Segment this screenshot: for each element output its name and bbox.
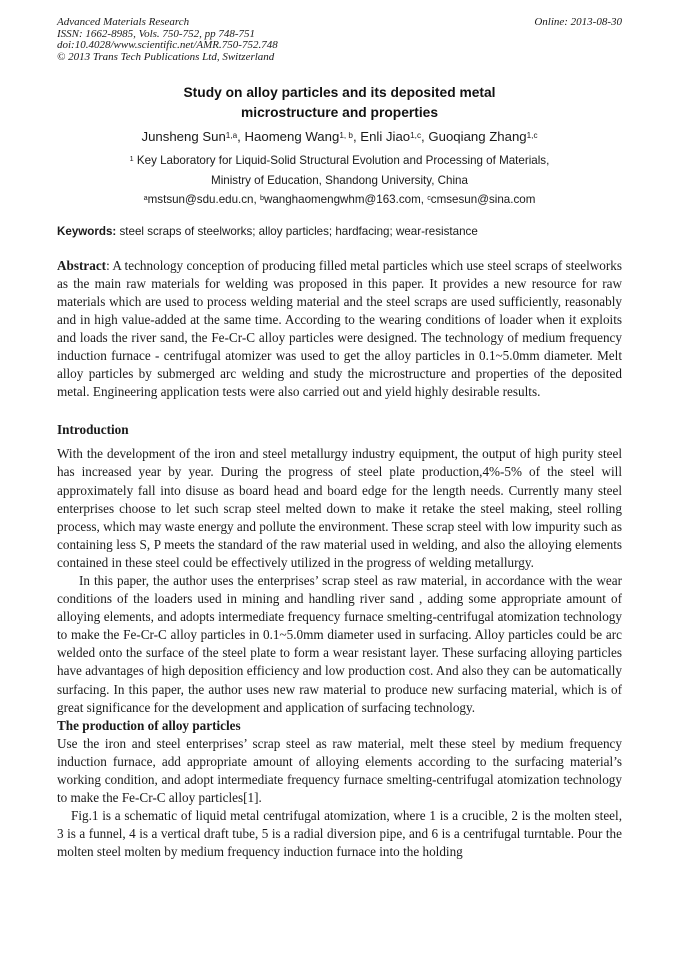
paragraph-introduction-2: In this paper, the author uses the enterprises’ scrap steel as raw material, in accordance with the wear conditions of the loaders used in mining and handling river sand , adding some appropriate amount of alloying elements, and adopts intermediate frequency furnace smelting-centrifugal atomization technology to make the Fe-Cr-C alloy particles in 0.1~5.0mm diameter used in surfacing. Alloy particles could be arc welded onto the surface of the steel plate to form a wear resistant layer. These surfacing alloying particles have advantages of high deposition efficiency and low production cost. And also they can be automatically surfacing. In this paper, the author uses new raw material to produce new surfacing material, which is of great significance for the development and application of surfacing technology. xyxy=(57,573,622,715)
author-name: Enli Jiao xyxy=(360,129,411,144)
issn-line: ISSN: 1662-8985, Vols. 750-752, pp 748-751 xyxy=(57,27,255,40)
publication-info xyxy=(57,17,278,63)
keywords-line xyxy=(57,225,622,239)
keywords-label: Keywords: xyxy=(57,224,117,238)
author-name: Junsheng Sun xyxy=(141,129,226,144)
publication-header xyxy=(57,17,622,63)
section-heading-production: The production of alloy particles xyxy=(57,717,241,733)
authors-line xyxy=(57,129,622,144)
keywords-text: steel scraps of steelworks; alloy particles; hardfacing; wear-resistance xyxy=(116,224,478,238)
copyright-line: © 2013 Trans Tech Publications Ltd, Switzerland xyxy=(57,50,275,63)
author-affiliation-mark: 1,c xyxy=(410,130,422,140)
author-separator: , xyxy=(237,129,245,144)
affiliation-mark: 1 xyxy=(129,153,134,163)
abstract-label: Abstract xyxy=(57,257,107,273)
online-date: Online: 2013-08-30 xyxy=(534,16,622,28)
paragraph-introduction-1: With the development of the iron and steel metallurgy industry equipment, the output of high purity steel has increased year by year. During the progress of steel plate production,4%-5% of the steel will approximately fall into disuse as board head and board edge for the length needs. Currently many steel enterprises choose to let such scrap steel melted down to make it retake the steel making, steel rolling process, which may waste energy and pollute the environment. These scrap steel with low impurity such as containing less S, P meets the standard of the raw material used in welding, and also the alloying elements contained in these steel could be effectively utilized in the progress of welding metallurgy. xyxy=(57,446,622,570)
abstract-text: : A technology conception of producing filled metal particles which use steel scraps of steelworks as the main raw materials for welding was proposed in this paper. It provides a new resource for raw materials which are used to process welding material and the steel scraps are used sufficiently, reasonably and in high value-added at the same time. According to the wearing conditions of loader when it exploits and loads the river sand, the Fe-Cr-C alloy particles were designed. The technology of medium frequency induction furnace - centrifugal atomizer was used to get the alloy particles in 0.1~5.0mm diameter. Melt alloy particles by submerged arc welding and study the microstructure and properties of the deposited metal. Engineering application tests were also carried out and yield highly desirable results. xyxy=(57,257,622,400)
email-mark: c xyxy=(427,192,431,202)
doi-line: doi:10.4028/www.scientific.net/AMR.750-752.748 xyxy=(57,39,278,51)
email-address: wanghaomengwhm@163.com xyxy=(263,193,421,206)
email-mark: a xyxy=(143,192,148,202)
section-heading-introduction: Introduction xyxy=(57,422,129,438)
email-separator: , xyxy=(253,193,260,206)
author-affiliation-mark: 1, b xyxy=(339,130,353,140)
affiliation-text: Key Laboratory for Liquid-Solid Structural Evolution and Processing of Materials, xyxy=(133,154,550,167)
journal-name: Advanced Materials Research xyxy=(57,16,190,28)
paragraph-production-1: Use the iron and steel enterprises’ scrap steel as raw material, melt these steel by medium frequency induction furnace, add appropriate amount of alloying elements according to the surfacing material’s working condition, and adopt intermediate frequency furnace smelting-centrifugal atomization technology to make the Fe-Cr-C alloy particles[1]. xyxy=(57,735,622,806)
abstract-paragraph xyxy=(57,257,622,402)
emails-line xyxy=(57,190,622,210)
author-name: Haomeng Wang xyxy=(244,129,340,144)
author-separator: , xyxy=(421,129,429,144)
paper-title-line2: microstructure and properties xyxy=(240,105,439,120)
author-separator: , xyxy=(352,129,361,144)
author-name: Guoqiang Zhang xyxy=(428,129,527,144)
affiliation-block xyxy=(57,151,622,210)
affiliation-line2: Ministry of Education, Shandong University, China xyxy=(211,173,468,187)
author-affiliation-mark: 1,c xyxy=(526,130,538,140)
paper-title-line1: Study on alloy particles and its deposited metal xyxy=(183,85,496,100)
paragraph-production-2: Fig.1 is a schematic of liquid metal centrifugal atomization, where 1 is a crucible, 2 is the molten steel, 3 is a funnel, 4 is a vertical draft tube, 5 is a radial diversion pipe, and 6 is a centrifugal turntable. Pour the molten steel molten by medium frequency induction furnace into the holding xyxy=(57,808,622,860)
email-address: mstsun@sdu.edu.cn xyxy=(147,193,254,206)
email-separator: , xyxy=(420,193,428,206)
email-address: cmsesun@sina.com xyxy=(430,193,536,206)
paper-title xyxy=(57,83,622,123)
affiliation-line1 xyxy=(57,151,622,171)
email-mark: b xyxy=(259,192,264,202)
author-affiliation-mark: 1,a xyxy=(225,130,238,140)
